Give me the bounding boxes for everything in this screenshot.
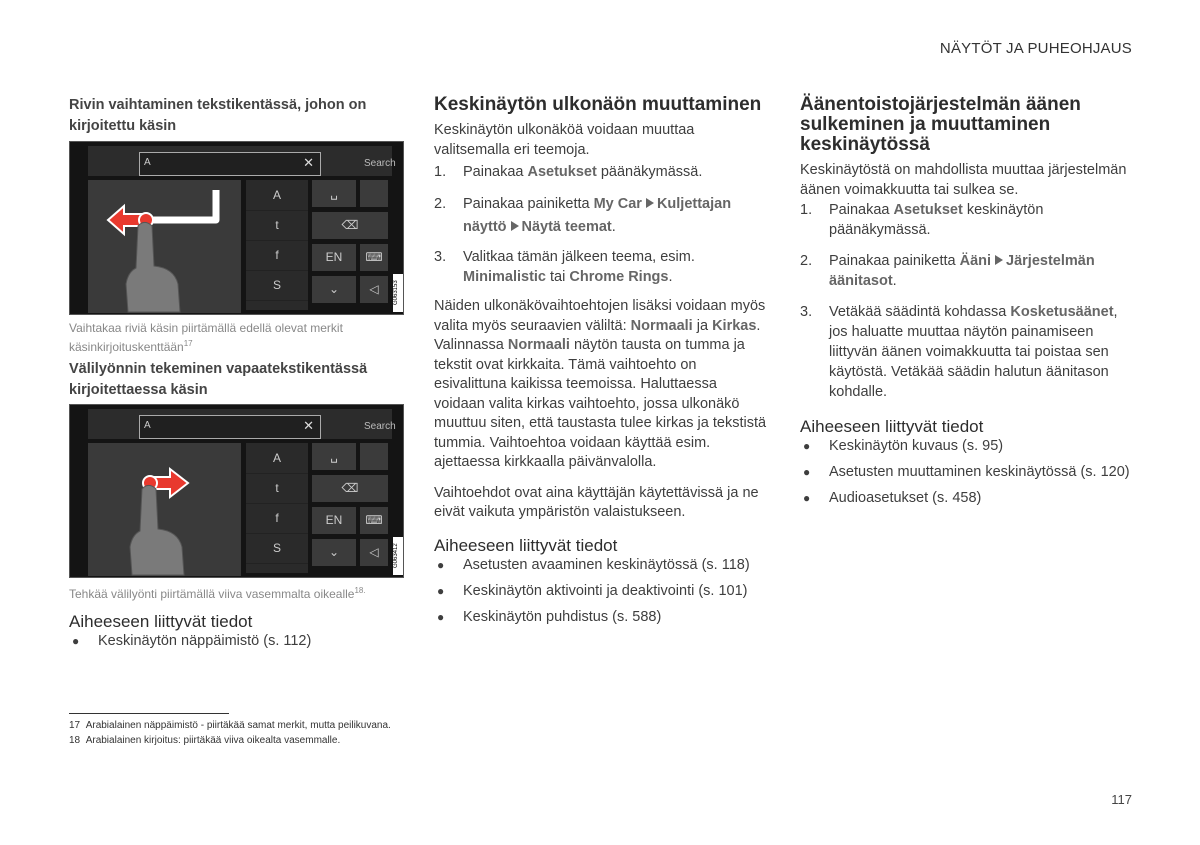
keyboard-icon: ⌨ [360,244,388,271]
steps-list [434,162,769,287]
gesture-drawing [88,443,241,576]
clear-icon: ✕ [303,418,314,433]
related-link[interactable]: ● Audioasetukset (s. 458) [803,490,982,506]
left-related [69,612,402,651]
related-list [800,437,1135,508]
speaker-icon: ◁ [360,276,388,303]
arrow-right-icon [995,255,1003,265]
step-item: 2. Painakaa painiketta Ääni Järjestelmän äänitasot. [800,253,1095,289]
steps-list [800,200,1135,402]
screenshot-space [69,404,404,578]
menu-term: Kuljettajan näyttö [463,196,732,235]
intro-text: Keskinäytöstä on mahdollista muuttaa järjestelmän äänen voimakkuutta tai sulkea se. [800,162,1127,198]
clear-icon: ✕ [303,155,314,170]
suggestion-key: t [246,210,308,241]
menu-term: Asetukset [527,164,597,180]
footnotes [69,718,391,748]
subheading-line-change: Rivin vaihtaminen tekstikentässä, johon on kirjoitettu käsin [69,97,367,134]
section-title-volume: Äänentoistojärjestelmän äänen sulkeminen ja muuttaminen keskinäytössä [800,94,1081,155]
menu-term: Kosketusäänet [1010,304,1114,320]
language-key: EN [312,507,356,534]
step-item: 1. Painakaa Asetukset päänäkymässä. [434,164,703,180]
search-label: Search [364,158,396,169]
related-link[interactable]: ● Keskinäytön puhdistus (s. 588) [437,608,662,625]
step-item: 1. Painakaa Asetukset keskinäytön päänäkymässä. [800,202,1044,238]
left-column [69,95,402,137]
keyboard-hide-icon: ⌄ [312,276,356,303]
related-link[interactable]: ● Asetusten muuttaminen keskinäytössä (s. 120) [803,464,1130,480]
related-title: Aiheeseen liittyvät tiedot [434,535,618,555]
suggestion-key: f [246,240,308,271]
figure-code: G063153 [393,274,403,312]
caption-space [69,583,402,602]
caption-text: Vaihtakaa riviä käsin piirtämällä edellä olevat merkit käsinkirjoituskenttään [69,321,343,354]
menu-term: Asetukset [893,202,963,218]
menu-term: My Car [593,196,642,212]
footnote-divider [69,713,229,714]
suggestion-key: t [246,473,308,504]
arrow-right-icon [511,221,519,231]
step-item: 3. Valitkaa tämän jälkeen teema, esim. Minimalistic tai Chrome Rings. [434,249,695,285]
search-bar [88,409,396,439]
menu-term: Järjestelmän äänitasot [829,253,1095,289]
menu-term: Minimalistic [463,269,546,285]
empty-key [360,180,388,207]
right-column [800,95,1135,508]
backspace-icon: ⌫ [312,475,388,502]
keyboard-icon: ⌨ [360,507,388,534]
keyboard-hide-icon: ⌄ [312,539,356,566]
footnote-18: 18 Arabialainen kirjoitus: piirtäkää viiva oikealta vasemmalle. [69,735,341,746]
menu-term: Ääni [959,253,992,269]
related-title: Aiheeseen liittyvät tiedot [69,612,253,631]
paragraph-modes: Näiden ulkonäkövaihtoehtojen lisäksi voidaan myös valita myös seuraavien väliltä: Normaali ja Kirkas. Valinnassa Normaali näytön tausta on tumma ja tekstit ovat kirkkaita. Tämä vaihtoehto on esivalittuna kaikissa teemoissa. Haluttaessa voidaan valita kirkas vaihtoehto, jossa ulkonäkö muuttuu siten, että taustasta tulee kirkas ja tekstistä tummia. Vaihtoehtoa voidaan käyttää esim. ajettaessa kirkkaalla päivänvalolla. [434,298,767,470]
suggestion-key: A [246,180,308,211]
handwriting-pad [88,180,241,313]
suggestion-key: S [246,270,308,301]
character-suggestions [246,443,308,573]
footnote-17: 17 Arabialainen näppäimistö - piirtäkää samat merkit, mutta peilikuvana. [69,720,391,731]
space-key-icon: ␣ [312,443,356,470]
search-bar [88,146,396,176]
related-link[interactable]: ● Keskinäytön kuvaus (s. 95) [803,438,1004,454]
hand-icon [126,222,180,312]
figure-code: G063412 [393,537,403,575]
backspace-icon: ⌫ [312,212,388,239]
suggestion-key: A [246,443,308,474]
text-input-field [139,152,321,176]
hand-icon [130,485,184,575]
footnote-ref: 17 [183,339,193,348]
space-key-icon: ␣ [312,180,356,207]
menu-term: Chrome Rings [569,269,669,285]
character-suggestions [246,180,308,310]
search-label: Search [364,421,396,432]
intro-text: Keskinäytön ulkonäköä voidaan muuttaa valitsemalla eri teemoja. [434,122,695,158]
related-list [434,556,769,627]
stroke-path [146,190,216,220]
paragraph-availability: Vaihtoehdot ovat aina käyttäjän käytettävissä ja ne eivät vaikuta ympäristön valaistukseen. [434,484,759,520]
handwriting-pad [88,443,241,576]
input-character: A [144,157,151,168]
screenshot-line-change [69,141,404,315]
related-link[interactable]: ● Asetusten avaaminen keskinäytössä (s. 118) [437,556,750,573]
related-link[interactable]: ● Keskinäytön näppäimistö (s. 112) [72,633,312,649]
step-item: 2. Painakaa painiketta My Car Kuljettajan näyttö Näytä teemat. [434,196,732,235]
section-header: NÄYTÖT JA PUHEOHJAUS [939,40,1132,57]
step-item: 3. Vetäkää säädintä kohdassa Kosketusäänet, jos haluatte muuttaa näytön painamiseen liittyvän äänen voimakkuutta tai poistaa sen käytöstä. Vetäkää säädin halutun äänitason kohdalle. [800,304,1118,400]
related-title: Aiheeseen liittyvät tiedot [800,417,984,436]
page-number: 117 [1111,792,1132,807]
subheading-space: Välilyönnin tekeminen vapaatekstikentässä kirjoitettaessa käsin [69,361,368,398]
menu-term: Näytä teemat [521,219,612,235]
language-key: EN [312,244,356,271]
empty-key [360,443,388,470]
middle-column [434,95,769,627]
input-character: A [144,420,151,431]
related-link[interactable]: ● Keskinäytön aktivointi ja deaktivointi (s. 101) [437,582,748,599]
footnote-ref: 18. [354,586,366,595]
suggestion-key: S [246,533,308,564]
text-input-field [139,415,321,439]
gesture-drawing [88,180,241,313]
speaker-icon: ◁ [360,539,388,566]
left-arrow-icon [108,206,142,234]
caption-line-change [69,320,402,355]
suggestion-key: f [246,503,308,534]
arrow-right-icon [646,198,654,208]
caption-text: Tehkää välilyönti piirtämällä viiva vasemmalta oikealle [69,587,355,601]
section-title-theme: Keskinäytön ulkonäön muuttaminen [434,94,762,115]
